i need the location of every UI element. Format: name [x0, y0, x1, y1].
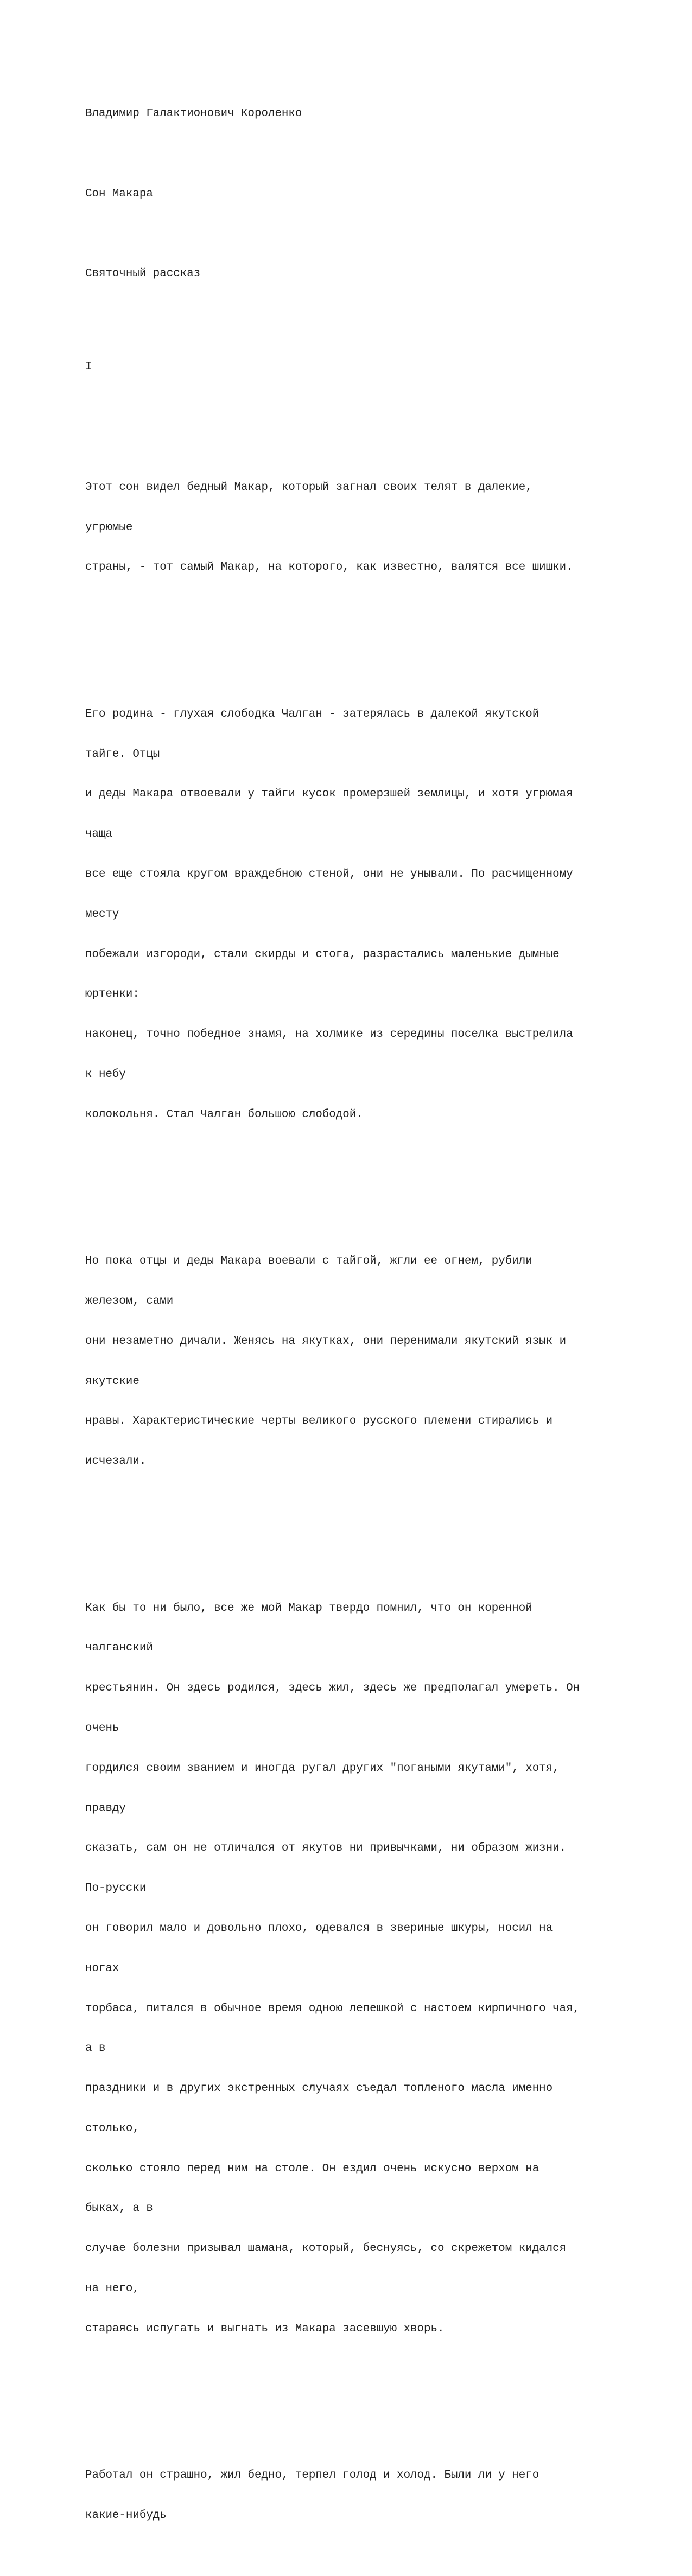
text-line: побежали изгороди, стали скирды и стога, разрастались маленькие дымные — [85, 948, 560, 961]
story-title: Сон Макара — [85, 187, 153, 200]
text-line: и деды Макара отвоевали у тайги кусок промерзшей землицы, и хотя угрюмая — [85, 788, 573, 801]
text-line: ногах — [85, 1962, 119, 1975]
text-line: все еще стояла кругом враждебною стеной, они не унывали. По расчищенному — [85, 868, 573, 881]
text-line: столько, — [85, 2122, 139, 2135]
text-line: он говорил мало и довольно плохо, одевался в звериные шкуры, носил на — [85, 1922, 553, 1935]
text-line: По-русски — [85, 1882, 147, 1895]
text-line: сколько стояло перед ним на столе. Он ездил очень искусно верхом на — [85, 2162, 539, 2175]
text-line: якутские — [85, 1375, 139, 1388]
paragraph-5 — [85, 2443, 628, 2549]
text-line: нравы. Характеристические черты великого русского племени стирались и — [85, 1415, 553, 1428]
text-line: они незаметно дичали. Женясь на якутках, они перенимали якутский язык и — [85, 1335, 567, 1348]
text-line: Этот сон видел бедный Макар, который загнал своих телят в далекие, — [85, 481, 532, 494]
text-line: праздники и в других экстренных случаях съедал топленого масла именно — [85, 2082, 553, 2095]
text-line: Но пока отцы и деды Макара воевали с тайгой, жгли ее огнем, рубили — [85, 1255, 532, 1268]
text-line: чаща — [85, 828, 112, 841]
paragraph-4 — [85, 1576, 628, 2363]
paragraph-2 — [85, 681, 628, 1149]
text-line: железом, сами — [85, 1295, 174, 1308]
text-line: очень — [85, 1722, 119, 1735]
text-line: чалганский — [85, 1642, 153, 1655]
text-line: страны, - тот самый Макар, на которого, как известно, валятся все шишки. — [85, 561, 573, 574]
text-line: Его родина - глухая слободка Чалган - затерялась в далекой якутской — [85, 707, 539, 720]
chapter-number: I — [85, 361, 92, 374]
text-line: Работал он страшно, жил бедно, терпел голод и холод. Были ли у него — [85, 2469, 539, 2482]
paragraph-1 — [85, 455, 628, 602]
text-line: колокольня. Стал Чалган большою слободой. — [85, 1108, 363, 1121]
text-line: к небу — [85, 1068, 126, 1081]
text-line: тайге. Отцы — [85, 748, 160, 761]
text-line: Как бы то ни было, все же мой Макар твердо помнил, что он коренной — [85, 1602, 532, 1615]
text-line: случае болезни призывал шамана, который, беснуясь, со скрежетом кидался — [85, 2242, 567, 2255]
text-line: месту — [85, 908, 119, 921]
text-line: юртенки: — [85, 988, 139, 1001]
text-line: исчезали. — [85, 1455, 147, 1468]
text-line: на него, — [85, 2282, 139, 2295]
text-line: крестьянин. Он здесь родился, здесь жил, здесь же предполагал умереть. Он — [85, 1682, 580, 1695]
text-line: какие-нибудь — [85, 2509, 167, 2522]
text-line: угрюмые — [85, 521, 133, 534]
text-line: а в — [85, 2042, 106, 2055]
text-line: стараясь испугать и выгнать из Макара засевшую хворь. — [85, 2322, 445, 2335]
text-line: торбаса, питался в обычное время одною лепешкой с настоем кирпичного чая, — [85, 2002, 580, 2015]
text-line: наконец, точно победное знамя, на холмике из середины поселка выстрелила — [85, 1028, 573, 1041]
story-subtitle: Святочный рассказ — [85, 267, 201, 280]
author-name: Владимир Галактионович Короленко — [85, 107, 302, 120]
text-line: правду — [85, 1802, 126, 1815]
document-text — [85, 81, 628, 2576]
paragraph-3 — [85, 1228, 628, 1495]
text-line: сказать, сам он не отличался от якутов ни привычками, ни образом жизни. — [85, 1842, 567, 1855]
text-line: быках, а в — [85, 2202, 153, 2215]
text-line: гордился своим званием и иногда ругал других "погаными якутами", хотя, — [85, 1762, 560, 1775]
